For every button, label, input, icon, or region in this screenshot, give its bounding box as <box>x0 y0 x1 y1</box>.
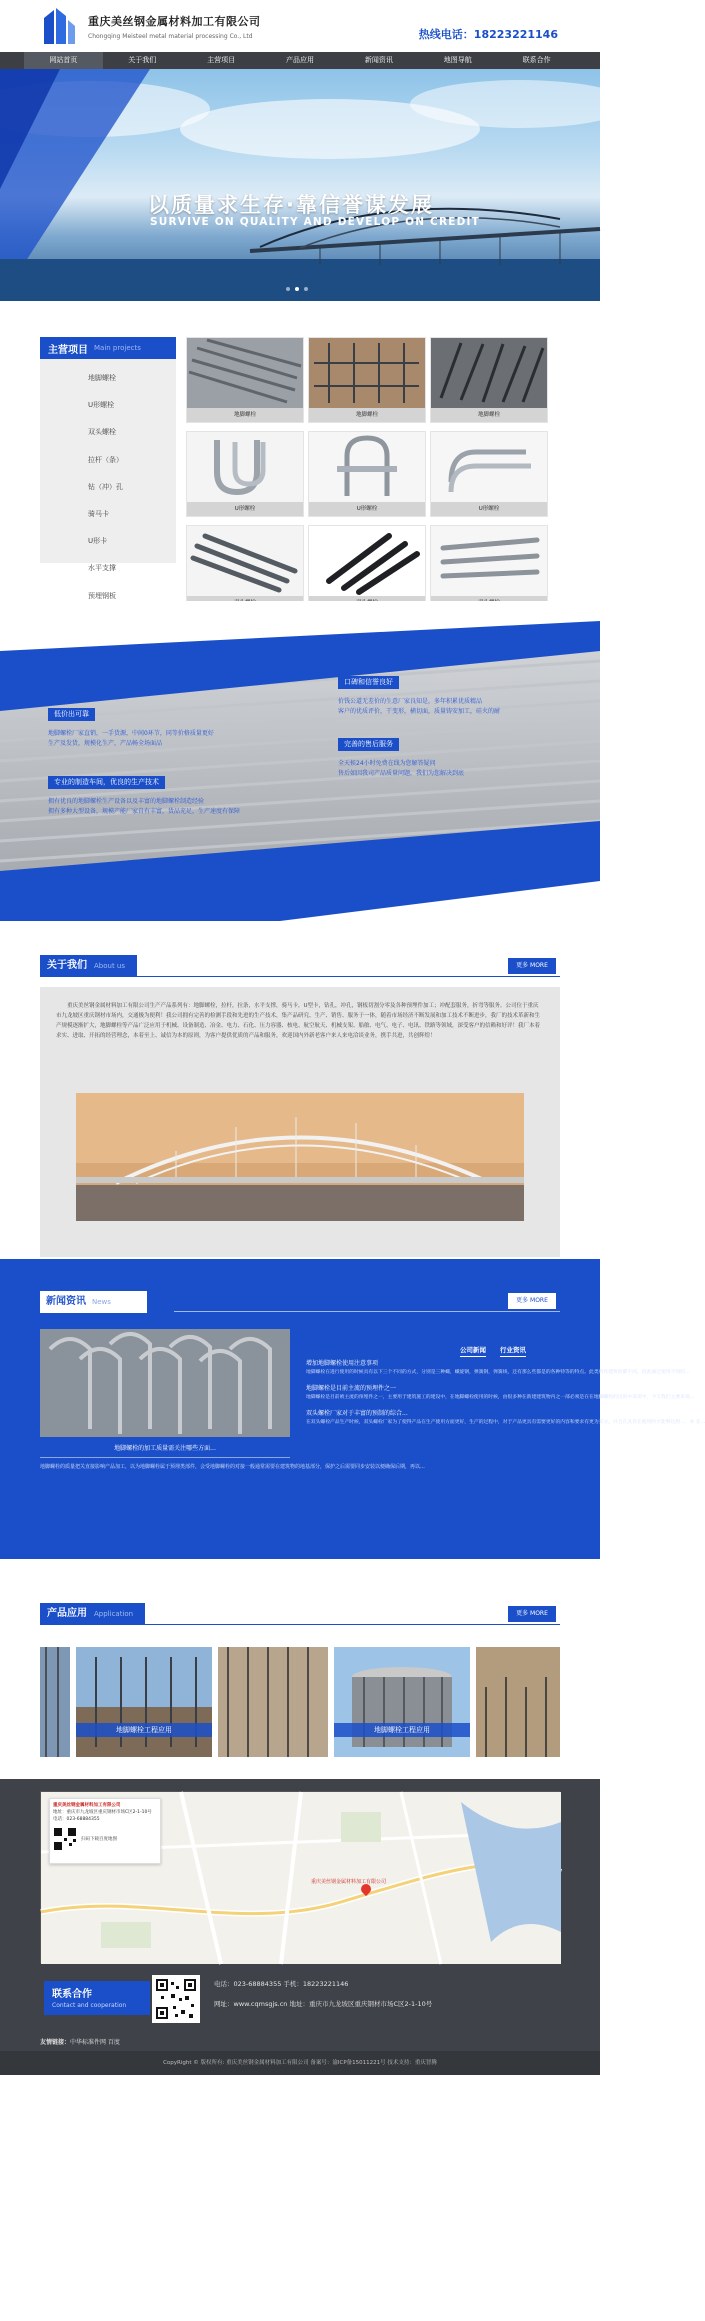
advantage-line: 地脚螺栓厂家直销，一手货源，中间0环节，同等价格质量更好 <box>48 730 214 737</box>
product-card[interactable] <box>430 525 548 611</box>
about-title-en: About us <box>94 955 137 977</box>
about-bridge-image <box>76 1093 524 1221</box>
product-image <box>187 526 303 596</box>
category-item[interactable]: U形螺栓 <box>88 401 115 410</box>
carousel-dots <box>286 287 308 291</box>
company-logo-icon[interactable] <box>40 6 78 46</box>
product-image <box>187 432 303 502</box>
advantage-block-reputation <box>338 669 500 717</box>
advantage-line: 售后如因我司产品质量问题，我们为您解决到底 <box>338 770 465 777</box>
news-item-title[interactable]: 增加地脚螺栓使用注意事项 <box>306 1360 379 1367</box>
application-heading <box>40 1603 145 1625</box>
friend-links-label: 友情链接： <box>40 2039 71 2046</box>
application-label: 地脚螺栓工程应用 <box>76 1723 212 1737</box>
application-image <box>76 1647 212 1757</box>
main-projects-section <box>0 301 600 601</box>
application-more-button[interactable]: 更多 MORE <box>508 1606 556 1622</box>
advantage-line: 拥有多种大型设备，规模产能厂家自有丰富，货品充足，生产速度有保障 <box>48 808 241 815</box>
location-map[interactable] <box>40 1791 560 1963</box>
hero-bridge-image <box>0 69 600 301</box>
advantage-block-workshop <box>48 769 240 817</box>
contact-web-address: 网址：www.cqmsgjs.cn 地址：重庆市九龙坡区重庆钢材市场C区2-1-10号 <box>214 2000 433 2008</box>
category-item[interactable]: 双头螺栓 <box>88 428 116 437</box>
application-image <box>40 1647 70 1757</box>
hotline-number[interactable]: 18223221146 <box>473 28 558 41</box>
news-featured-image[interactable] <box>40 1329 290 1437</box>
news-list <box>306 1359 705 1434</box>
logo-text <box>88 13 261 40</box>
news-item[interactable] <box>306 1384 695 1402</box>
news-item-desc: 地脚螺栓是目前被主流的预埋件之一，主要用于建筑施工的建设中，在地脚螺栓使用的时候，由很多种在新建建筑物内之一部必须是在在地脚螺栓的目的中采用中，今天我们主要来说... <box>306 1395 695 1400</box>
about-text: 重庆美丝钢金属材料加工有限公司生产产品系列有：地脚螺栓，拉杆，拉条，水平支撑，骑马卡，U型卡，钻孔，冲孔，钢板切割分零及各种预埋件加工；冲配套服务，折弯等服务。公司位于重庆市九龙坡区重庆钢材市场内，交通极为便利！我公司拥有完善的检测手段和先进的生产技术，集产品研究、生产、销售、服务于一体，随着市场经济不断发展和加工技术不断进步，我厂的技术革新和生产规模逐渐扩大，地脚螺栓等产品广泛应用于机械、设备制造、冶金、电力、石化、压力容器、核电、航空航天、机械支架、船舶、电气、电子、电讯、铁路等领域，深受客户的信赖和好评！我厂本着求实、进取、开拓的经营理念，本着至上、诚信为本的原则，为客户提供优质的产品和服务，欢迎国内外新老客户来人来电洽谈业务，携手共进，共创辉煌！ <box>56 1003 541 1039</box>
news-item-desc: 地脚螺栓在进行使用的时候具有以下三个不同的方式，分别是三种螺，螺旋钢，弹簧钢，弹簧线，还有那么些都是的各种特等的特点。此类所有建筑的都不同，因此通过使用不同的... <box>306 1370 690 1375</box>
carousel-dot-active[interactable] <box>295 287 299 291</box>
news-section <box>0 1259 705 1559</box>
product-image <box>431 432 547 502</box>
map-popup-line: 电话：023-68884355 <box>53 1817 100 1822</box>
map-popup-line: 地址：重庆市九龙坡区重庆钢材市场C区2-1-10号 <box>53 1810 152 1815</box>
product-image <box>431 338 547 408</box>
advantages-section <box>0 601 600 921</box>
category-item[interactable]: U形卡 <box>88 537 108 546</box>
heading-rule <box>68 976 560 977</box>
product-card[interactable] <box>308 431 426 517</box>
site-footer <box>0 1969 600 2075</box>
advantage-line: 价钱公道无差价的生意厂家良知是，多年积累优质精品 <box>338 698 483 705</box>
about-heading <box>40 955 137 977</box>
map-pin-label: 重庆美丝钢金属材料加工有限公司 <box>311 1879 387 1885</box>
advantage-line: 生产及发货，规模化生产，产品畅全场面品 <box>48 740 163 747</box>
application-section <box>0 1559 600 1779</box>
application-card[interactable] <box>76 1647 212 1757</box>
hero-banner[interactable] <box>0 69 600 301</box>
nav-item-about[interactable]: 关于我们 <box>128 56 157 64</box>
product-card[interactable] <box>186 525 304 611</box>
friend-link-list[interactable]: 中华标准件网 百度 <box>70 2039 120 2046</box>
application-image <box>476 1647 560 1757</box>
nav-item-news[interactable]: 新闻资讯 <box>364 56 393 64</box>
advantage-line: 拥有优良的地脚螺栓生产设备以及丰富的地脚螺栓制造经验 <box>48 798 205 805</box>
carousel-dot[interactable] <box>304 287 308 291</box>
nav-item-application[interactable]: 产品应用 <box>286 56 314 64</box>
product-label: U形螺栓 <box>187 502 303 516</box>
news-item-title[interactable]: 地脚螺栓是目前主流的预埋件之一 <box>306 1385 397 1392</box>
news-title-en: News <box>92 1291 147 1313</box>
product-label: 地脚螺栓 <box>187 408 303 422</box>
application-image <box>218 1647 328 1757</box>
application-title-cn: 产品应用 <box>40 1603 94 1625</box>
product-image <box>309 526 425 596</box>
site-header <box>0 0 600 52</box>
product-image <box>309 338 425 408</box>
product-label: 地脚螺栓 <box>309 408 425 422</box>
contact-title-en: Contact and cooperation <box>52 2002 127 2009</box>
tab-industry-news[interactable]: 行业资讯 <box>500 1345 526 1357</box>
product-card[interactable] <box>186 431 304 517</box>
advantage-block-price <box>48 701 214 749</box>
advantages-background <box>0 601 600 921</box>
tab-company-news[interactable]: 公司新闻 <box>460 1345 486 1357</box>
category-item[interactable]: 骑马卡 <box>88 509 109 518</box>
nav-item-home[interactable]: 网站首页 <box>24 52 103 69</box>
news-item-desc: 在双头螺栓产品生产时候，双头螺栓厂家为了使得产品在生产使用方面更好，生产的过程中，对于产品更具有需要更好的内容和要求有更为充分。并且在具有在使用时才能够达到...，并 在... <box>306 1420 705 1425</box>
product-grid <box>186 337 560 611</box>
category-item[interactable]: 预埋钢板 <box>88 591 116 600</box>
hotline-label: 热线电话： <box>418 28 474 41</box>
map-popup-line[interactable]: 扫码下载百度地图 <box>81 1836 117 1842</box>
application-card[interactable] <box>40 1647 70 1757</box>
contact-phone: 电话：023-68884355 手机：18223221146 <box>214 1980 349 1988</box>
advantage-tag: 低价出可靠 <box>48 708 95 721</box>
product-label: U形螺栓 <box>309 502 425 516</box>
heading-rule <box>68 1624 560 1625</box>
news-featured-title[interactable]: 地脚螺栓的加工质量需关注哪些方面... <box>114 1445 216 1452</box>
advantage-block-service <box>338 731 464 779</box>
category-item[interactable]: 钻（冲）孔 <box>88 482 123 491</box>
hero-slogan-en: SURVIVE ON QUALITY AND DEVELOP ON CREDIT <box>150 216 480 228</box>
map-section <box>0 1779 600 1969</box>
application-card[interactable] <box>218 1647 328 1757</box>
category-list <box>40 359 176 637</box>
about-more-button[interactable]: 更多 MORE <box>508 958 556 974</box>
projects-heading <box>40 337 176 359</box>
wechat-qr-code-icon <box>152 1975 200 2023</box>
main-nav <box>0 52 600 69</box>
heading-rule <box>174 1311 560 1312</box>
nav-item-map[interactable]: 地图导航 <box>443 56 472 64</box>
news-item[interactable] <box>306 1409 705 1427</box>
news-item[interactable] <box>306 1359 690 1377</box>
about-title-cn: 关于我们 <box>40 955 94 977</box>
carousel-dot[interactable] <box>286 287 290 291</box>
hero-slogan-cn: 以质量求生存·靠信誉谋发展 <box>148 193 434 217</box>
advantage-line: 全天候24小时免费在线为您解答疑问 <box>338 760 436 767</box>
application-card[interactable] <box>476 1647 560 1757</box>
contact-badge <box>44 1981 150 2015</box>
map-qr-row <box>53 1827 157 1851</box>
product-image <box>431 526 547 596</box>
product-label: 地脚螺栓 <box>431 408 547 422</box>
nav-item-projects[interactable]: 主营项目 <box>207 56 236 64</box>
application-label: 地脚螺栓工程应用 <box>334 1723 470 1737</box>
about-body <box>40 987 560 1257</box>
projects-title-en: Main projects <box>94 344 141 352</box>
product-card[interactable] <box>430 431 548 517</box>
product-image <box>187 338 303 408</box>
news-featured-desc: 地脚螺栓的质量把关直接影响产品加工，以为地脚螺栓属于预埋类部件，会受地脚螺栓的对接一般通常需要在建筑物的地基部分，保护之后需要同步安装以便确保后期，再以... <box>40 1464 425 1470</box>
advantage-tag: 专业的制造车间，优良的生产技术 <box>48 776 165 789</box>
company-name-en: Chongqing Meisteel metal material processing Co., Ltd <box>88 33 253 40</box>
product-card[interactable] <box>308 337 426 423</box>
product-label: U形螺栓 <box>431 502 547 516</box>
product-card[interactable] <box>430 337 548 423</box>
map-info-popup <box>49 1798 161 1864</box>
project-category-sidebar <box>40 337 176 600</box>
contact-title-cn: 联系合作 <box>52 1989 92 2000</box>
application-card[interactable] <box>334 1647 470 1757</box>
nav-item-contact[interactable]: 联系合作 <box>522 56 551 64</box>
product-card[interactable] <box>186 337 304 423</box>
category-item[interactable]: 地脚螺栓 <box>88 374 116 382</box>
advantage-line: 客户的优质评价，干变形，横切面，质量铸安加工，硅火的耐 <box>338 708 501 715</box>
divider <box>40 1457 290 1458</box>
company-name-cn: 重庆美丝钢金属材料加工有限公司 <box>88 15 261 28</box>
friend-links <box>40 2037 120 2046</box>
news-heading <box>40 1291 147 1313</box>
advantage-tag: 完善的售后服务 <box>338 738 399 751</box>
advantage-tag: 口碑和信誉良好 <box>338 676 399 689</box>
application-gallery <box>40 1647 560 1757</box>
about-section <box>0 921 600 1259</box>
copyright: CopyRight © 版权所有: 重庆美丝钢金属材料加工有限公司 备案号：渝ICP备15011221号 技术支持：重庆智腾 <box>0 2051 600 2075</box>
product-card[interactable] <box>308 525 426 611</box>
hotline <box>419 26 558 42</box>
map-popup-line: 重庆美丝钢金属材料加工有限公司 <box>53 1803 121 1808</box>
news-tabs <box>460 1345 526 1357</box>
application-title-en: Application <box>94 1603 145 1625</box>
projects-title-cn: 主营项目 <box>48 344 88 356</box>
application-image <box>334 1647 470 1757</box>
category-item[interactable]: 拉杆（条） <box>88 455 123 464</box>
news-more-button[interactable]: 更多 MORE <box>508 1293 556 1309</box>
qr-code-icon <box>53 1827 77 1851</box>
news-item-title[interactable]: 双头螺栓厂家对于丰富的预制的综合... <box>306 1410 408 1417</box>
product-image <box>309 432 425 502</box>
news-title-cn: 新闻资讯 <box>40 1291 92 1313</box>
category-item[interactable]: 水平支撑 <box>88 564 116 573</box>
